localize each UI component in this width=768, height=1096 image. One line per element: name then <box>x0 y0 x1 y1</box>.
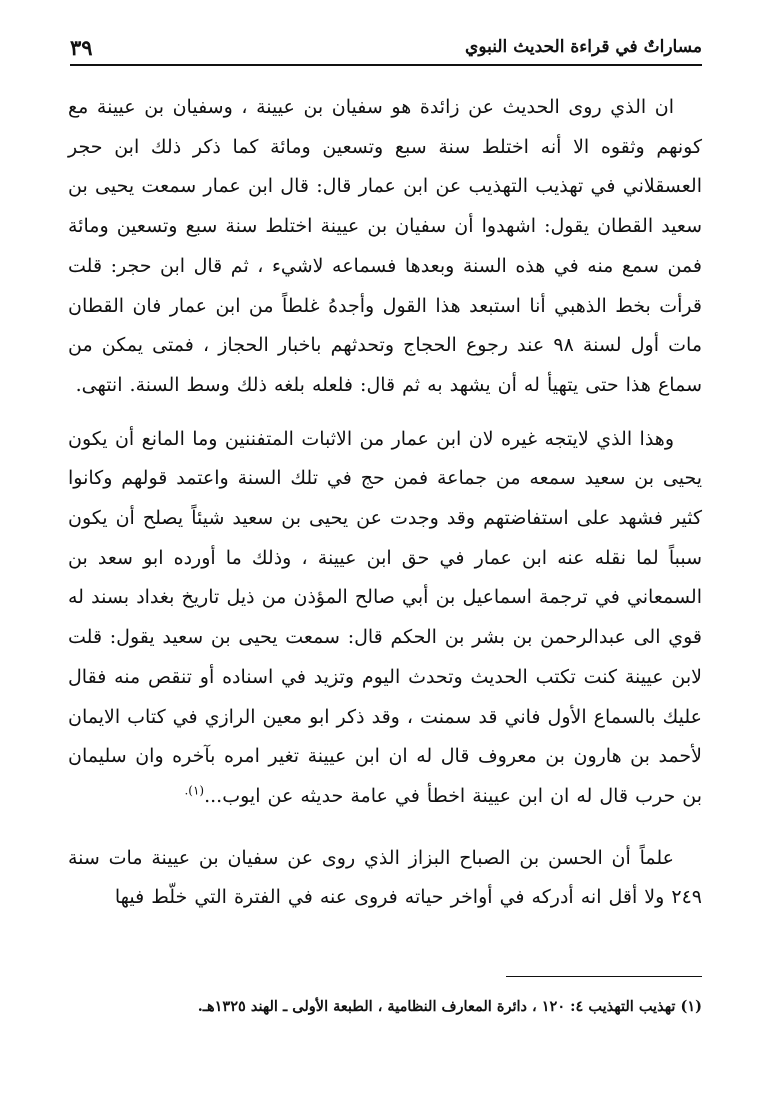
page-number: ٣٩ <box>70 34 93 60</box>
paragraph-1: ان الذي روى الحديث عن زائدة هو سفيان بن عيينة ، وسفيان بن عيينة مع كونهم وثقوه الا أنه اختلط سنة سبع وتسعين ومائة كما ذكر ذلك ابن حجر العسقلاني في تهذيب التهذيب عن ابن عمار قال: قال ابن عمار سمعت يحيى بن سعيد القطان يقول: اشهدوا أن سفيان بن عيينة اختلط سنة سبع وتسعين ومائة فمن سمع منه في هذه السنة وبعدها فسماعه لاشيء ، ثم قال ابن حجر: قلت قرأت بخط الذهبي أنا استبعد هذا القول وأجدهُ غلطاً من ابن عمار فان القطان مات أول لسنة ٩٨ عند رجوع الحجاج وتحدثهم باخبار الحجاز ، فمتى يمكن من سماع هذا حتى يتهيأ له أن يشهد به ثم قال: فلعله بلغه ذلك وسط السنة. انتهى. <box>68 96 702 396</box>
paragraph-2 <box>68 420 702 817</box>
body-text <box>68 88 702 918</box>
footnote: (١) تهذيب التهذيب ٤: ١٢٠ ، دائرة المعارف النظامية ، الطبعة الأولى ـ الهند ١٣٢٥هـ. <box>197 998 702 1015</box>
running-head <box>70 30 702 66</box>
paragraph-3: علماً أن الحسن بن الصباح البزاز الذي روى عن سفيان بن عيينة مات سنة ٢٤٩ ولا أقل انه أدركه في أواخر حياته فروى عنه في الفترة التي خلّط فيها <box>68 846 702 909</box>
footnote-marker: (١). <box>184 783 205 798</box>
footnote-divider <box>506 976 702 977</box>
running-title: مساراتٌ في قراءة الحديث النبوي <box>465 37 702 57</box>
paragraph-2-text: وهذا الذي لايتجه غيره لان ابن عمار من الاثبات المتفننين وما المانع أن يكون يحيى بن سعيد سمعه من جماعة فمن حج في تلك السنة واعتمد قولهم وكانوا كثير فشهد على استفاضتهم وقد وجدت عن يحيى بن سعيد شيئاً يصلح أن يكون سبباً لما نقله عنه ابن عمار في حق ابن عيينة ، وذلك ما أورده ابو سعد بن السمعاني في ترجمة اسماعيل بن أبي صالح المؤذن من ذيل تاريخ بغداد بسند له قوي الى عبدالرحمن بن بشر بن الحكم قال: سمعت يحيى بن سعيد يقول: قلت لابن عيينة كنت تكتب الحديث وتحدث اليوم وتزيد في اسناده أو تنقص منه فقال عليك بالسماع الأول فاني قد سمنت ، وقد ذكر ابو معين الرازي في كتاب الايمان لأحمد بن هارون بن معروف قال له ان ابن عيينة تغير امره بآخره وان سليمان بن حرب قال له ان ابن عيينة اخطأ في عامة حديثه عن ايوب... <box>68 427 702 807</box>
